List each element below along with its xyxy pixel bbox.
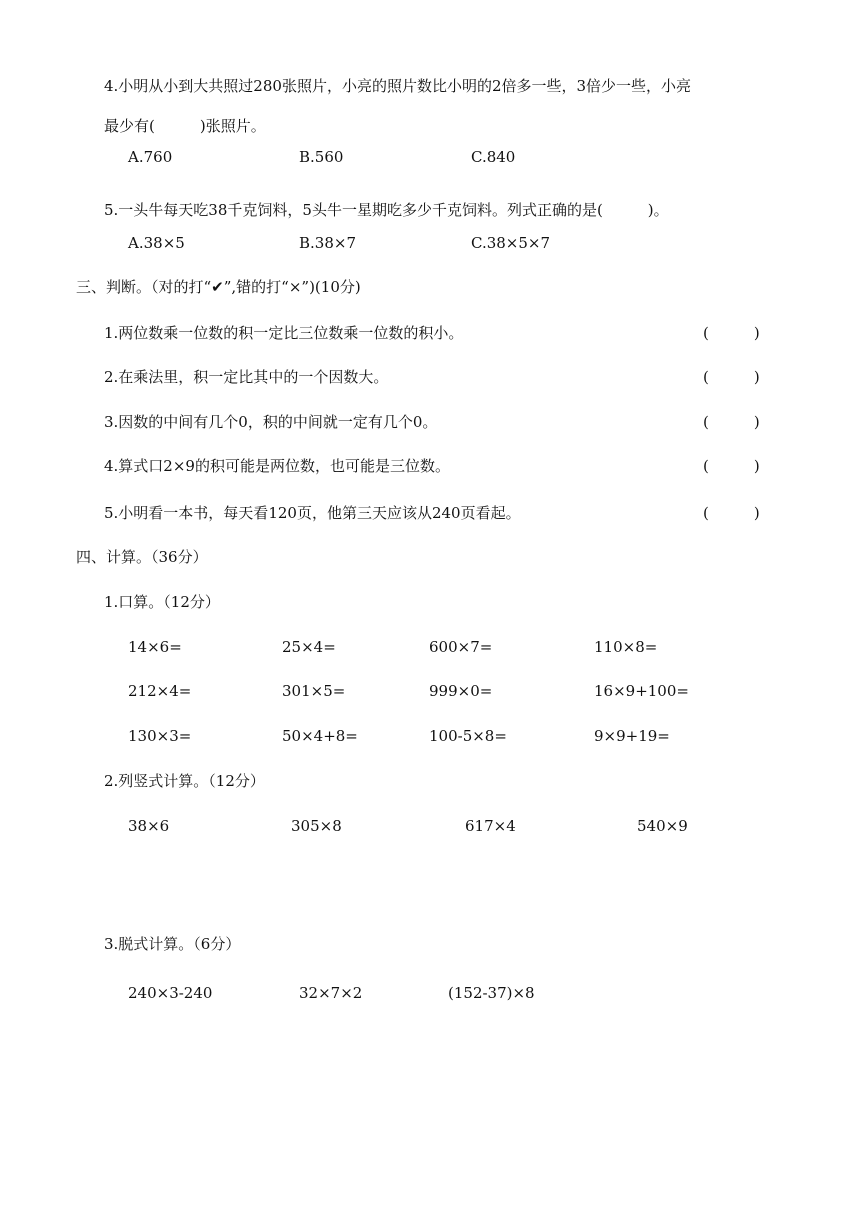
q4-text-line2: 最少有( )张照片。 (104, 117, 266, 135)
q5-option-a: A.38×5 (128, 234, 185, 252)
oral-calc-title: 1.口算。（12分） (104, 593, 220, 611)
oral-calc-item: 16×9+100= (594, 682, 689, 700)
judge-answer-paren-1[interactable]: ( ) (703, 324, 760, 342)
stepwise-calc-item: (152-37)×8 (448, 984, 535, 1002)
judge-item-5: 5.小明看一本书，每天看120页，他第三天应该从240页看起。 (104, 504, 521, 522)
judge-answer-paren-4[interactable]: ( ) (703, 457, 760, 475)
q4-option-b: B.560 (299, 148, 344, 166)
oral-calc-item: 600×7= (429, 638, 493, 656)
section3-title: 三、判断。（对的打“✔”,错的打“×”)(10分) (76, 278, 361, 296)
oral-calc-item: 100-5×8= (429, 727, 507, 745)
q5-option-b: B.38×7 (299, 234, 356, 252)
stepwise-calc-item: 240×3-240 (128, 984, 213, 1002)
judge-item-3: 3.因数的中间有几个0，积的中间就一定有几个0。 (104, 413, 438, 431)
oral-calc-item: 130×3= (128, 727, 192, 745)
q4-option-c: C.840 (471, 148, 516, 166)
oral-calc-item: 301×5= (282, 682, 346, 700)
oral-calc-item: 9×9+19= (594, 727, 670, 745)
q5-option-c: C.38×5×7 (471, 234, 551, 252)
judge-answer-paren-2[interactable]: ( ) (703, 368, 760, 386)
judge-item-4: 4.算式口2×9的积可能是两位数，也可能是三位数。 (104, 457, 450, 475)
stepwise-calc-item: 32×7×2 (299, 984, 363, 1002)
oral-calc-item: 110×8= (594, 638, 658, 656)
q4-option-a: A.760 (128, 148, 173, 166)
judge-item-1: 1.两位数乘一位数的积一定比三位数乘一位数的积小。 (104, 324, 464, 342)
judge-item-2: 2.在乘法里，积一定比其中的一个因数大。 (104, 368, 389, 386)
vertical-calc-item: 617×4 (465, 817, 516, 835)
stepwise-calc-title: 3.脱式计算。（6分） (104, 935, 241, 953)
oral-calc-item: 50×4+8= (282, 727, 358, 745)
vertical-calc-title: 2.列竖式计算。（12分） (104, 772, 265, 790)
judge-answer-paren-3[interactable]: ( ) (703, 413, 760, 431)
oral-calc-item: 212×4= (128, 682, 192, 700)
vertical-calc-item: 38×6 (128, 817, 170, 835)
q5-text: 5.一头牛每天吃38千克饲料，5头牛一星期吃多少千克饲料。列式正确的是( )。 (104, 201, 669, 219)
oral-calc-item: 999×0= (429, 682, 493, 700)
oral-calc-item: 25×4= (282, 638, 336, 656)
q4-text-line1: 4.小明从小到大共照过280张照片，小亮的照片数比小明的2倍多一些，3倍少一些，小亮 (104, 77, 692, 95)
vertical-calc-item: 540×9 (637, 817, 688, 835)
section4-title: 四、计算。（36分） (76, 548, 208, 566)
vertical-calc-item: 305×8 (291, 817, 342, 835)
oral-calc-item: 14×6= (128, 638, 182, 656)
judge-answer-paren-5[interactable]: ( ) (703, 504, 760, 522)
